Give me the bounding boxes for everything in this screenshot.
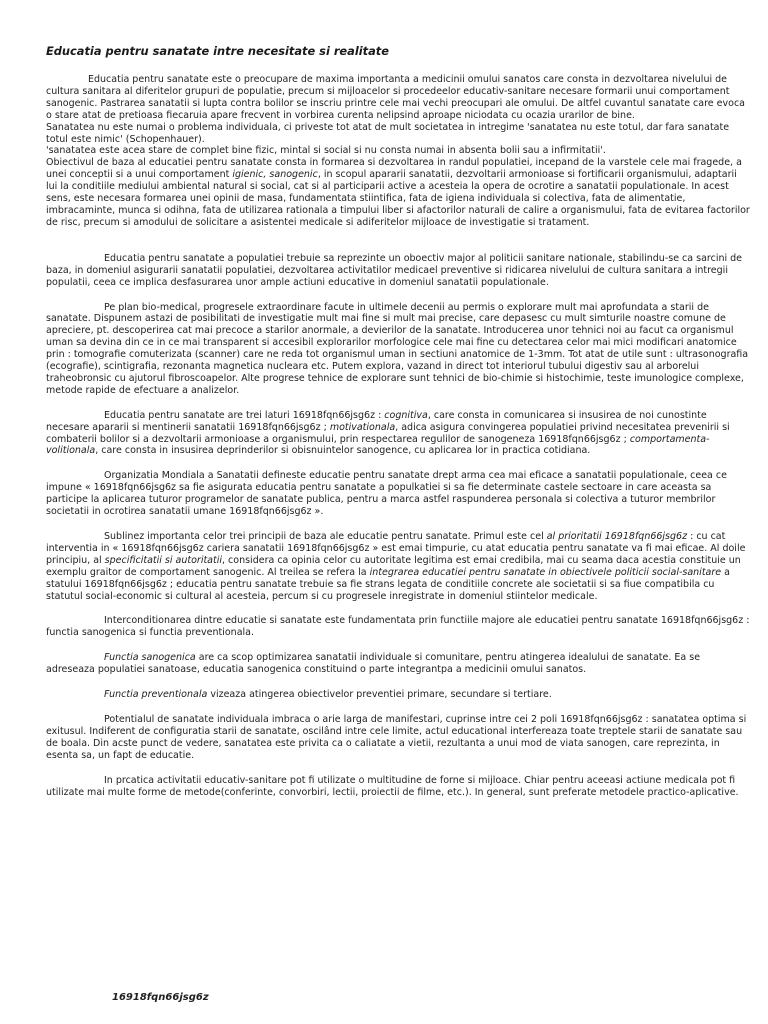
preventive-text: vizeaza atingerea obiectivelor preventiei primare, secundare si tertiare. <box>207 689 552 701</box>
three-sides-d: , care consta in insusirea deprinderilor si obisnuintelor sanogence, cu aplicarea lor in practica cotidiana. <box>95 445 591 457</box>
principles-a: Sublinez importanta celor trei principii de baza ale educatie pentru sanatate. Primul este cel <box>104 531 547 542</box>
three-sides-behavioral: comportamenta-volitionala <box>46 433 710 457</box>
objective-text-a: Obiectivul de baza al educatiei pentru sanatate consta in formarea si dezvoltarea in randul populatiei, incepand de la varstele cele mai fragede, a unei conceptii si a unui comportament <box>46 157 742 181</box>
three-sides-motivational: motivationala <box>329 421 396 433</box>
document-page <box>46 44 750 811</box>
paragraph-three-sides <box>46 410 750 458</box>
paragraph-biomedical: Pe plan bio-medical, progresele extraordinare facute in ultimele decenii au permis o explorare mult mai aprofundata a starii de sanatate. Dispunem astazi de posibilitati de investigatie mult mai fine si mult mai precise, care depasesc cu mult simturile noastre comune de apreciere, pt. descoperirea cat mai precoce a starilor anormale, a devierilor de la sanatate. Introducerea unor tehnici noi au facut ca organismul uman sa devina din ce in ce mai transparent si accesibil explorarilor morfologice cele mai fine cu detectarea celor mai mici modificari anatomice prin : tomografie comuterizata (scanner) care ne reda tot organismul uman in sectiuni anatomice de 1-3mm. Tot atat de utile sunt : ultrasonografia (ecografie), scintigrafia, rezonanta magnetica nucleara etc. Putem explora, vazand in direct tot interiorul tubului digestiv sau al arborelui traheobronsic cu ajutorul fibroscoapelor. Alte progrese tehnice de explorare sunt tehnici de bio-chimie si histochimie, teste imunologice complexe, metode rapide de efectuare a analizelor. <box>46 301 749 396</box>
principles-specificity: specificitatii si autoritatii <box>104 554 223 566</box>
intro-paragraph <box>46 74 750 122</box>
paragraph-preventive <box>46 689 750 701</box>
sanogenic-term: Functia sanogenica <box>104 652 196 664</box>
objective-paragraph <box>46 157 750 228</box>
three-sides-b: , care consta in comunicarea si insusirea de noi cunostinte necesare apararii si mentinerii sanatatii 16918fqn66jsg6z ; <box>46 409 707 433</box>
paragraph-principles <box>46 531 750 602</box>
preventive-term: Functia preventionala <box>104 689 208 701</box>
intro-lead: Educatia pentru sanatate este o preocupare de maxima importanta a medicinii omului sanatos care consta in dezvoltarea nivelului de cultura sanitara al diferitelor grupuri de populatie, precum si mijloacelor si procedeelor educativ-sanitare necesare formarii unui comportament sanogenic. Pastrarea sanatatii si lupta contra bolilor se inscriu printre cele mai vechi preocupari ale omului. De altfel cuvantul sanatate care evoca o stare atat de pretioasa fiecaruia apare frecvent in vorbirea curenta nelipsind aproape niciodata cu ocazia urarilor de bine. <box>46 74 745 121</box>
signature-code: 16918fqn66jsg6z <box>112 992 209 1003</box>
page-title: Educatia pentru sanatate intre necesitate si realitate <box>46 44 389 58</box>
principles-c: , considera ca opinia celor cu autoritate legitima est emai credibila, mai cu seama daca acestia constituie un exemplu graitor de comportament sanogenic. Al treilea se refera la <box>46 554 741 578</box>
three-sides-c: , adica asigura convingerea populatiei privind necesitatea prevenirii si combaterii bolilor si a dezvoltarii armonioase a organismului, prin respectarea regulilor de sanogeneza 16918fqn66jsg6z ; <box>46 421 730 445</box>
paragraph-functions: Interconditionarea dintre educatie si sanatate este fundamentata prin functiile majore ale educatiei pentru sanatate 16918fqn66jsg6z : functia sanogenica si functia preventionala. <box>46 615 750 639</box>
principles-b: : cu cat interventia in « 16918fqn66jsg6z cariera sanatatii 16918fqn66jsg6z » est emai timpurie, cu atat educatia pentru sanatate va fi mai eficae. Al doile principiu, al <box>46 531 746 566</box>
three-sides-cognitive: cognitiva <box>384 409 428 421</box>
paragraph-who: Organizatia Mondiala a Sanatatii defineste educatie pentru sanatate drept arma cea mai eficace a sanatatii populationale, ceea ce impune « 16918fqn66jsg6z sa fie asigurata educatia pentru sanatate a populkatiei si sa fie determinate castele sectoare in care aceasta sa participe la aplicarea tuturor programelor de sanatate publica, pentru a marca astfel raspunderea personala si colectiva a tuturor membrilor societatii in ocrotirea sanatatii umane 16918fqn66jsg6z ». <box>46 470 727 518</box>
intro-line-3: 'sanatatea este acea stare de complet bine fizic, mintal si social si nu consta numai in absenta bolii sau a infirmitatii'. <box>46 145 606 157</box>
paragraph-potential: Potentialul de sanatate individuala imbraca o arie larga de manifestari, cuprinse intre cei 2 poli 16918fqn66jsg6z : sanatatea optima si exitusul. Indiferent de configuratia starii de sanatate, oscilând intre cele limite, actul educational interfereaza toate treptele starii de sanatate sau de boala. Din acste punct de vedere, sanatatea este privita ca o caliatate a vietii, rezultanta a unui mod de viata sanogen, care reprezinta, in esenta sa, un fapt de educatie. <box>46 713 747 761</box>
principles-d: a statului 16918fqn66jsg6z ; educatia pentru sanatate trebuie sa fie strans legata de conditiile concrete ale societatii si sa fiue compatibila cu statutul social-economic si cultural al acesteia, percum si cu progresele inregistrate in domeniul stiintelor medicale. <box>46 566 730 602</box>
sanogenic-text: are ca scop optimizarea sanatatii individuale si comunitare, pentru atingerea idealului de sanatate. Ea se adreseaza populatiei sanatoase, educatia sanogenica constituind o parte integrantpa a medicinii omului sanatos. <box>46 652 701 676</box>
intro-line-2: Sanatatea nu este numai o problema individuala, ci priveste tot atat de mult societatea in intregime 'sanatatea nu este totul, dar fara sanatate totul este nimic' (Schopenhauer). <box>46 121 730 145</box>
three-sides-a: Educatia pentru sanatate are trei laturi 16918fqn66jsg6z : <box>104 409 385 421</box>
paragraph-practice: In prcatica activitatii educativ-sanitare pot fi utilizate o multitudine de forne si mijloace. Chiar pentru aceeasi actiune medicala pot fi utilizate mai multe forme de metode(conferinte, convorbiri, lectii, proiectii de filme, etc.). In general, sunt preferate metodele practico-aplicative. <box>46 774 739 798</box>
paragraph-sanogenic <box>46 652 750 676</box>
document-body <box>46 74 750 798</box>
paragraph-policy: Educatia pentru sanatate a populatiei trebuie sa reprezinte un oboectiv major al politicii sanitare nationale, stabilindu-se ca sarcini de baza, in domeniul asigurarii sanatatii populatiei, dezvoltarea activitatilor medicael preventive si ridicarea nivelului de cultura sanitara a intregii populatii, ceea ce implica desfasurarea unor ample actiuni educative in domeniul sanatatii populationale. <box>46 252 743 288</box>
principles-integration: integrarea educatiei pentru sanatate in obiectivele politicii social-sanitare <box>369 566 722 578</box>
objective-text-b: , in scopul apararii sanatatii, dezvoltarii armonioase si fortificarii organismului, adaptarii lui la conditiile mediului ambiental natural si social, cat si al participarii active a acesteia la opera de ocrotire a sanatatii populationale. In acest sens, este necesara formarea unei opinii de masa, fundamentata stiintifica, fata de igiena individuala si colectiva, fata de alimentatie, imbracaminte, munca si odihna, fata de utilizarea rationala a timpului liber si afactorilor naturali de calire a organismului, fata de evitarea factorilor de risc, precum si amodului de solicitare a asistentei medicale si adiferitelor mijloace de investigatie si tratament. <box>46 169 750 228</box>
objective-emphasis: igienic, sanogenic <box>232 169 318 181</box>
principles-priority: al prioritatii 16918fqn66jsg6z <box>546 531 688 542</box>
